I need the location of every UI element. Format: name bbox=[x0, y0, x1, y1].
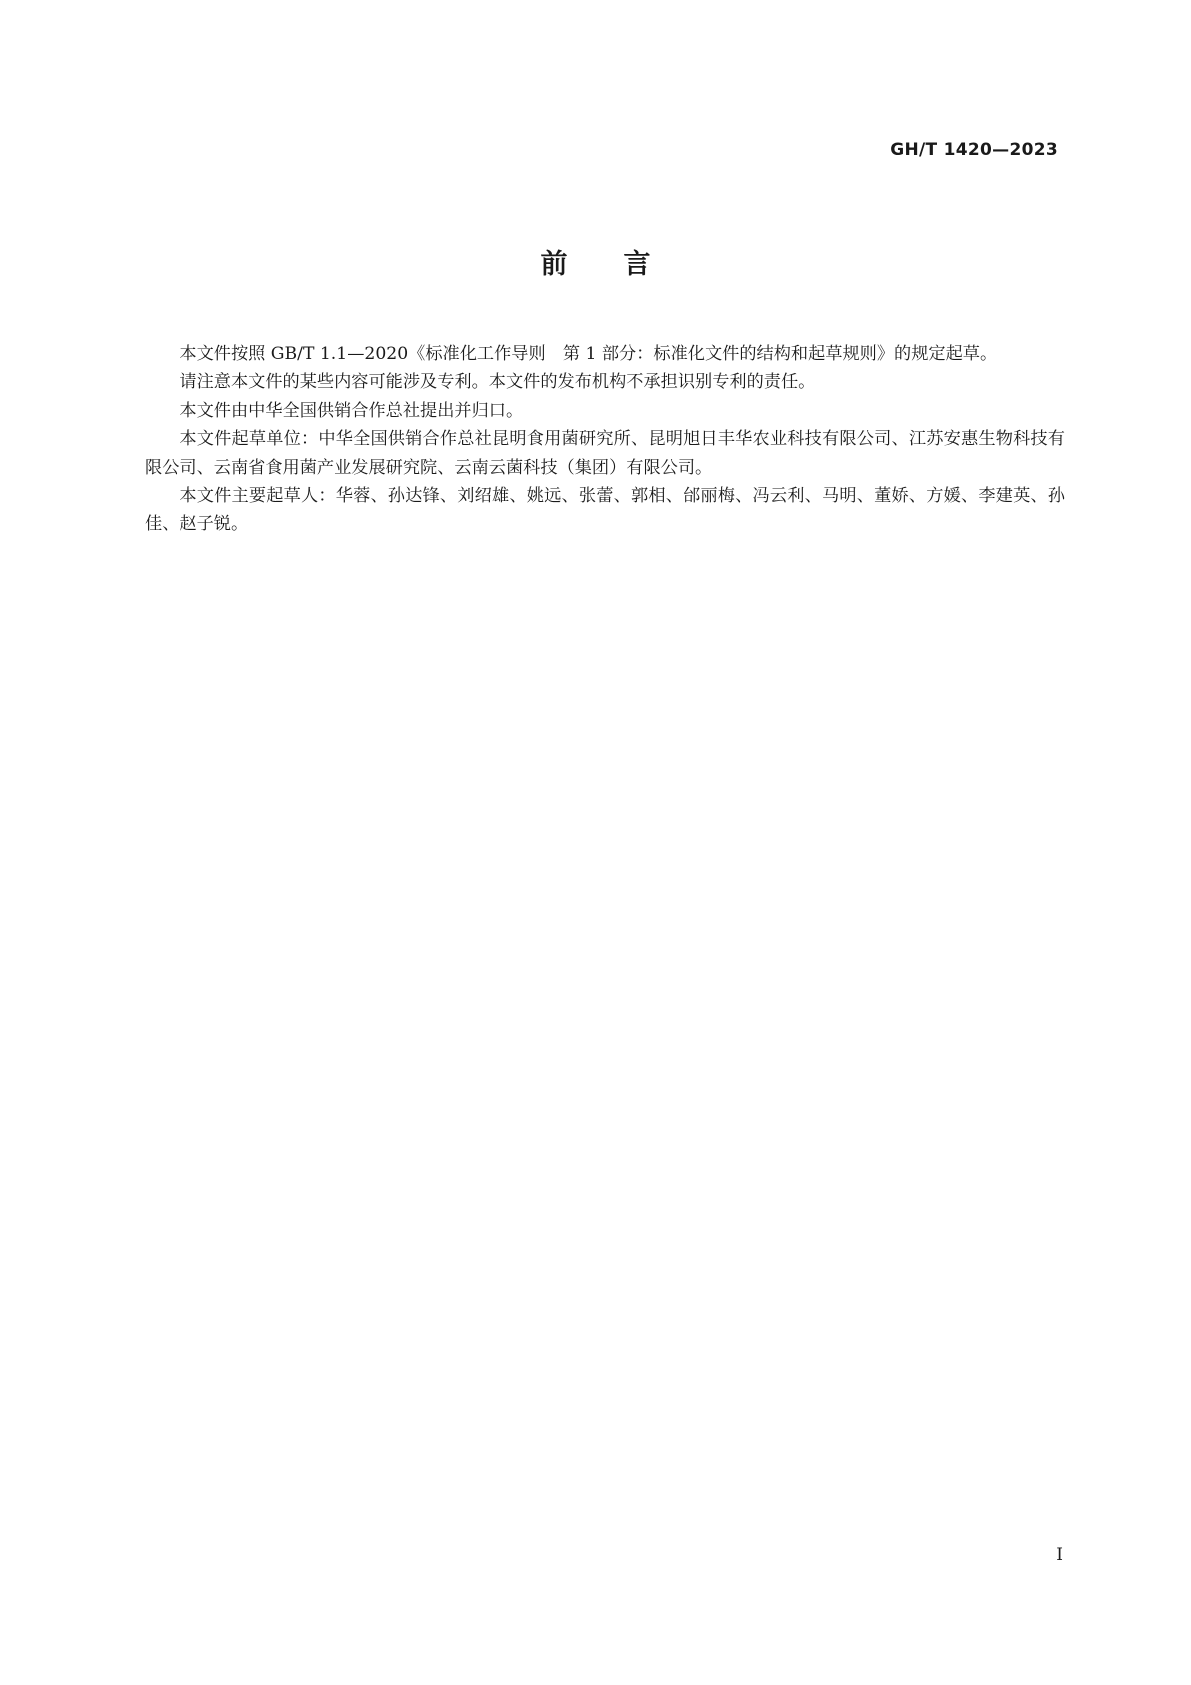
paragraph-drafters: 本文件主要起草人：华蓉、孙达锋、刘绍雄、姚远、张蕾、郭相、邰丽梅、冯云利、马明、董娇、方媛、李建英、孙佳、赵子锐。 bbox=[145, 486, 1065, 535]
page-title: 前言 bbox=[540, 249, 707, 280]
standard-number: GH/T 1420—2023 bbox=[890, 140, 1058, 160]
page-number: I bbox=[1056, 1545, 1063, 1565]
paragraph-proposer: 本文件由中华全国供销合作总社提出并归口。 bbox=[179, 400, 524, 421]
paragraph-drafting-rules: 本文件按照 GB/T 1.1—2020《标准化工作导则 第 1 部分：标准化文件的结构和起草规则》的规定起草。 bbox=[179, 344, 998, 364]
paragraph-drafting-units: 本文件起草单位：中华全国供销合作总社昆明食用菌研究所、昆明旭日丰华农业科技有限公司、江苏安惠生物科技有限公司、云南省食用菌产业发展研究院、云南云菌科技（集团）有限公司。 bbox=[145, 429, 1065, 478]
paragraph-patent-notice: 请注意本文件的某些内容可能涉及专利。本文件的发布机构不承担识别专利的责任。 bbox=[179, 372, 816, 393]
foreword-body bbox=[145, 340, 1065, 539]
